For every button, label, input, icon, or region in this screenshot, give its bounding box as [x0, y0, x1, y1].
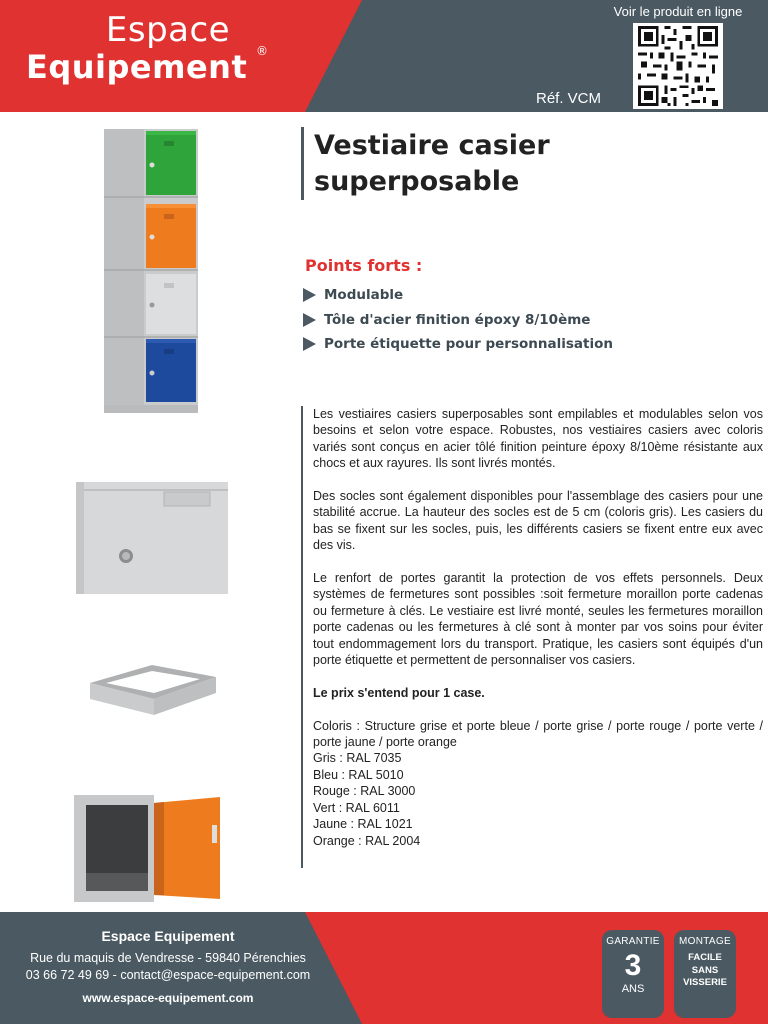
- assembly-badge: [674, 930, 736, 1018]
- ral-gris: Gris : RAL 7035: [313, 751, 402, 766]
- ral-bleu: Bleu : RAL 5010: [313, 767, 404, 782]
- highlight-item: [303, 332, 613, 357]
- product-description: [313, 406, 763, 849]
- guarantee-unit: ANS: [621, 983, 645, 995]
- door-detail-image: [76, 482, 228, 594]
- open-locker-image: [74, 795, 230, 902]
- ral-rouge: Rouge : RAL 3000: [313, 784, 416, 799]
- logo-line-1: Espace: [105, 10, 231, 50]
- base-socle-image: [76, 659, 228, 721]
- highlight-text: Porte étiquette pour personnalisation: [324, 336, 613, 353]
- description-accent-bar: [301, 406, 303, 868]
- footer-address: Rue du maquis de Vendresse - 59840 Pérenchies: [30, 951, 306, 965]
- product-title-line-2: superposable: [314, 166, 520, 197]
- assembly-line-2: SANS: [691, 964, 719, 976]
- triangle-arrow-icon: [303, 288, 316, 302]
- highlight-item: [303, 308, 613, 333]
- qr-code-icon[interactable]: [633, 23, 723, 109]
- highlight-item: [303, 283, 613, 308]
- page-header: [0, 0, 768, 112]
- description-paragraph-2: Des socles sont également disponibles pour l'assemblage des casiers pour une stabilité accrue. La hauteur des socles est de 5 cm (coloris gris). Les casiers du bas se fixent sur les socles, puis, les différents casiers se fixent entre eux avec des vis.: [313, 489, 763, 553]
- assembly-label: MONTAGE: [679, 936, 731, 947]
- footer-contact[interactable]: 03 66 72 49 69 - contact@espace-equipement.com: [25, 968, 311, 982]
- title-accent-bar: [301, 127, 304, 200]
- ral-jaune: Jaune : RAL 1021: [313, 817, 413, 832]
- assembly-line-1: FACILE: [688, 952, 722, 963]
- colors-intro: Coloris : Structure grise et porte bleue / porte grise / porte rouge / porte verte / porte jaune / porte orange: [313, 718, 763, 750]
- triangle-arrow-icon: [303, 313, 316, 327]
- logo-registered-mark: ®: [256, 44, 268, 58]
- logo-line-2: Equipement: [26, 48, 248, 86]
- ral-orange: Orange : RAL 2004: [313, 833, 421, 848]
- stacked-lockers-image: [102, 125, 202, 417]
- highlight-text: Tôle d'acier finition époxy 8/10ème: [324, 311, 591, 328]
- ral-vert: Vert : RAL 6011: [313, 800, 400, 815]
- highlight-text: Modulable: [324, 287, 404, 304]
- assembly-line-3: VISSERIE: [683, 977, 727, 988]
- highlights-list: [303, 283, 613, 357]
- guarantee-label: GARANTIE: [606, 936, 660, 947]
- description-paragraph-3: Le renfort de portes garantit la protection de vos effets personnels. Deux systèmes de fermetures sont possibles :soit fermeture moraillon porte cadenas ou fermeture à clés. Le vestiaire est livré monté, seules les fermetures moraillon porte cadenas ou les fermetures à clé sont à monter par vos soins pour éviter tout endommagement lors du transport. Pratique, les casiers sont équipés d'un porte étiquette et permettent de personnaliser vos casiers.: [313, 571, 763, 668]
- triangle-arrow-icon: [303, 337, 316, 351]
- product-reference: Réf. VCM: [536, 90, 602, 107]
- price-note: Le prix s'entend pour 1 case.: [313, 685, 485, 700]
- description-paragraph-1: Les vestiaires casiers superposables sont empilables et modulables selon vos besoins et selon votre espace. Robustes, nos vestiaires casiers avec coloris variés sont conçus en acier tôlé finition peinture époxy 8/10ème résistante aux chocs et aux rayures. Ils sont livrés montés.: [313, 407, 763, 471]
- product-title-line-1: Vestiaire casier: [314, 130, 550, 161]
- qr-caption: Voir le produit en ligne: [613, 4, 743, 19]
- footer-website-link[interactable]: www.espace-equipement.com: [82, 991, 254, 1005]
- guarantee-value: 3: [624, 949, 642, 982]
- product-title: [314, 128, 734, 200]
- footer-company: Espace Equipement: [101, 928, 235, 944]
- guarantee-badge: [602, 930, 664, 1018]
- highlights-heading: Points forts :: [305, 256, 423, 275]
- page-footer: [0, 912, 768, 1024]
